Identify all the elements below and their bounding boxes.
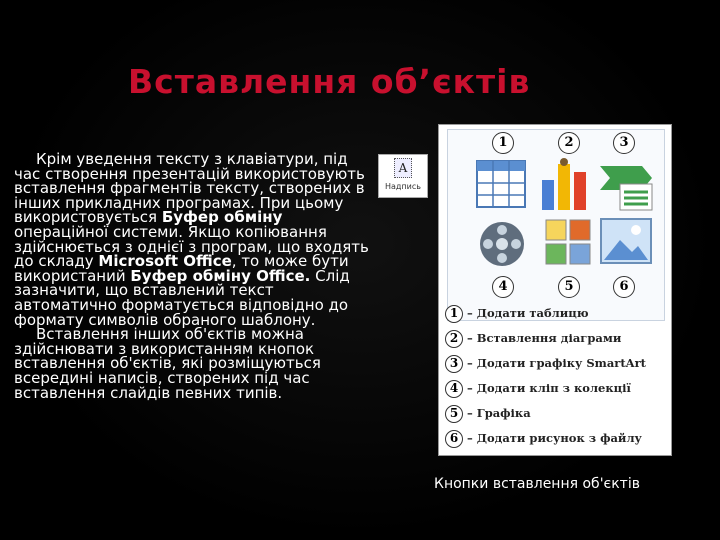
insert-media-clip-icon[interactable] (478, 220, 526, 268)
icon-number-1: 1 (492, 132, 514, 154)
figure-caption: Кнопки вставлення об'єктів (434, 476, 640, 492)
icon-number-4: 4 (492, 276, 514, 298)
legend-text: – Додати таблицю (467, 306, 589, 320)
legend-number: 2 (445, 330, 463, 348)
insert-picture-icon[interactable] (600, 218, 652, 266)
legend-text: – Вставлення діаграми (467, 331, 622, 345)
insert-table-icon[interactable] (476, 160, 526, 210)
legend-text: – Графіка (467, 406, 531, 420)
icon-number-6: 6 (613, 276, 635, 298)
paragraph-2 (14, 327, 376, 400)
legend-number: 4 (445, 380, 463, 398)
text-box-label: Надпись (385, 182, 421, 191)
text-run: Слід зазначити, що вставлений текст автоматично форматується відповідно до формату символів обраного шаблону. (14, 266, 350, 329)
legend-number: 6 (445, 430, 463, 448)
slide-body-text (14, 152, 376, 400)
text-box-icon: A (394, 158, 412, 178)
insert-objects-figure (438, 124, 672, 456)
legend-text: – Додати графіку SmartArt (467, 356, 646, 370)
text-run: Вставлення інших об'єктів можна здійснювати з використанням кнопок вставлення об'єктів, які розміщуються всередині написів, створених під час вставлення слайдів певних типів. (14, 325, 321, 402)
legend-row (445, 330, 667, 350)
paragraph-1 (14, 152, 376, 327)
legend-row (445, 355, 667, 375)
bold-text-run: Буфер обміну (161, 208, 283, 227)
insert-chart-icon[interactable] (540, 156, 592, 212)
legend-row (445, 430, 667, 450)
text-run: операційної системи. Якщо копіювання здійснюється з однієї з програм, що входять до складу (14, 222, 369, 271)
slide-title: Вставлення об’єктів (128, 62, 531, 101)
bold-text-run: Буфер обміну Office. (130, 266, 311, 285)
icon-number-3: 3 (613, 132, 635, 154)
icon-number-2: 2 (558, 132, 580, 154)
insert-smartart-icon[interactable] (598, 162, 654, 212)
legend-text: – Додати кліп з колекції (467, 381, 631, 395)
text-box-button[interactable] (378, 154, 428, 198)
legend-number: 5 (445, 405, 463, 423)
bold-text-run: Microsoft Office (98, 252, 232, 271)
legend-row (445, 380, 667, 400)
text-run: , то може бути використаний (14, 252, 349, 285)
insert-clipart-icon[interactable] (544, 218, 592, 268)
content-placeholder-icons (447, 129, 665, 321)
legend-number: 3 (445, 355, 463, 373)
legend-row (445, 305, 667, 325)
icon-number-5: 5 (558, 276, 580, 298)
legend-number: 1 (445, 305, 463, 323)
text-run: Крім уведення тексту з клавіатури, під час створення презентацій використовують вставлення фрагментів тексту, створених в інших прикладних програмах. При цьому використовується (14, 150, 365, 227)
legend-text: – Додати рисунок з файлу (467, 431, 642, 445)
legend-row (445, 405, 667, 425)
